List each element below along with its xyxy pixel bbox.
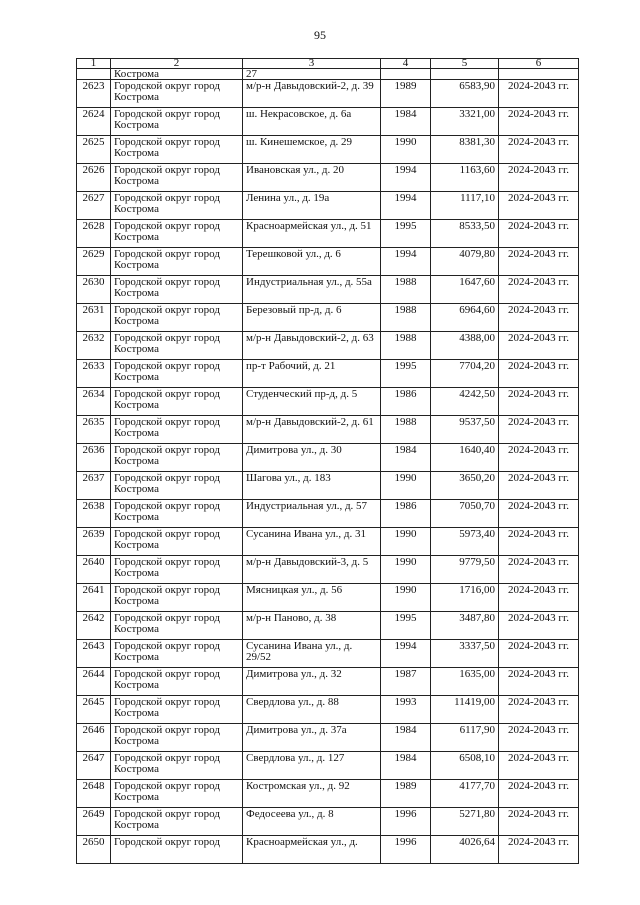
area-cell: 1635,00: [431, 668, 499, 696]
column-header: 3: [243, 59, 381, 69]
year-cell: 1995: [381, 220, 431, 248]
table-row: [77, 108, 579, 136]
row-number: 2645: [77, 696, 111, 724]
municipality-cell: Городской округ город Кострома: [111, 136, 243, 164]
municipality-cell: Городской округ город Кострома: [111, 500, 243, 528]
year-cell: 1988: [381, 304, 431, 332]
period-cell: 2024-2043 гг.: [499, 332, 579, 360]
table-row: [77, 528, 579, 556]
row-number: 2626: [77, 164, 111, 192]
period-cell: 2024-2043 гг.: [499, 276, 579, 304]
period-cell: 2024-2043 гг.: [499, 220, 579, 248]
period-cell: 2024-2043 гг.: [499, 612, 579, 640]
year-cell: 1984: [381, 724, 431, 752]
municipality-cell: Кострома: [111, 69, 243, 80]
municipality-cell: Городской округ город Кострома: [111, 276, 243, 304]
municipality-cell: Городской округ город Кострома: [111, 640, 243, 668]
address-cell: Мясницкая ул., д. 56: [243, 584, 381, 612]
row-number: 2647: [77, 752, 111, 780]
table-row: [77, 136, 579, 164]
address-cell: Димитрова ул., д. 30: [243, 444, 381, 472]
address-cell: Красноармейская ул., д.: [243, 836, 381, 864]
period-cell: 2024-2043 гг.: [499, 696, 579, 724]
year-cell: 1986: [381, 388, 431, 416]
column-header: 5: [431, 59, 499, 69]
continuation-row: [77, 69, 579, 80]
period-cell: 2024-2043 гг.: [499, 304, 579, 332]
year-cell: 1996: [381, 836, 431, 864]
municipality-cell: Городской округ город Кострома: [111, 472, 243, 500]
table-body: [77, 59, 579, 864]
year-cell: 1989: [381, 80, 431, 108]
row-number: 2649: [77, 808, 111, 836]
period-cell: 2024-2043 гг.: [499, 528, 579, 556]
municipality-cell: Городской округ город Кострома: [111, 108, 243, 136]
year-cell: 1988: [381, 276, 431, 304]
municipality-cell: Городской округ город Кострома: [111, 388, 243, 416]
table-row: [77, 220, 579, 248]
row-number: 2631: [77, 304, 111, 332]
year-cell: 1984: [381, 444, 431, 472]
table-row: [77, 416, 579, 444]
area-cell: [431, 69, 499, 80]
municipality-cell: Городской округ город Кострома: [111, 752, 243, 780]
address-cell: м/р-н Паново, д. 38: [243, 612, 381, 640]
period-cell: 2024-2043 гг.: [499, 472, 579, 500]
row-number: 2637: [77, 472, 111, 500]
table-row: [77, 248, 579, 276]
municipality-cell: Городской округ город Кострома: [111, 612, 243, 640]
address-cell: Сусанина Ивана ул., д. 29/52: [243, 640, 381, 668]
address-cell: Костромская ул., д. 92: [243, 780, 381, 808]
period-cell: 2024-2043 гг.: [499, 836, 579, 864]
year-cell: 1994: [381, 164, 431, 192]
area-cell: 3321,00: [431, 108, 499, 136]
row-number: 2641: [77, 584, 111, 612]
table-row: [77, 164, 579, 192]
period-cell: 2024-2043 гг.: [499, 136, 579, 164]
area-cell: 7050,70: [431, 500, 499, 528]
table-row: [77, 808, 579, 836]
municipality-cell: Городской округ город Кострома: [111, 584, 243, 612]
table-row: [77, 780, 579, 808]
year-cell: 1990: [381, 136, 431, 164]
address-cell: м/р-н Давыдовский-2, д. 61: [243, 416, 381, 444]
table-row: [77, 500, 579, 528]
area-cell: 1716,00: [431, 584, 499, 612]
year-cell: 1988: [381, 416, 431, 444]
row-number: 2623: [77, 80, 111, 108]
area-cell: 4026,64: [431, 836, 499, 864]
area-cell: 5271,80: [431, 808, 499, 836]
table-row: [77, 640, 579, 668]
municipality-cell: Городской округ город Кострома: [111, 360, 243, 388]
column-header: 2: [111, 59, 243, 69]
table-row: [77, 668, 579, 696]
period-cell: 2024-2043 гг.: [499, 444, 579, 472]
area-cell: 1647,60: [431, 276, 499, 304]
municipality-cell: Городской округ город Кострома: [111, 724, 243, 752]
period-cell: 2024-2043 гг.: [499, 500, 579, 528]
row-number: 2624: [77, 108, 111, 136]
area-cell: 3650,20: [431, 472, 499, 500]
row-number: 2642: [77, 612, 111, 640]
table-row: [77, 556, 579, 584]
year-cell: 1990: [381, 528, 431, 556]
row-number: 2634: [77, 388, 111, 416]
municipality-cell: Городской округ город Кострома: [111, 248, 243, 276]
address-cell: Ленина ул., д. 19а: [243, 192, 381, 220]
period-cell: 2024-2043 гг.: [499, 388, 579, 416]
table-row: [77, 388, 579, 416]
period-cell: 2024-2043 гг.: [499, 360, 579, 388]
year-cell: [381, 69, 431, 80]
period-cell: 2024-2043 гг.: [499, 584, 579, 612]
row-number: 2644: [77, 668, 111, 696]
table-row: [77, 80, 579, 108]
row-number: 2627: [77, 192, 111, 220]
row-number: 2625: [77, 136, 111, 164]
address-cell: Березовый пр-д, д. 6: [243, 304, 381, 332]
row-number: 2640: [77, 556, 111, 584]
row-number: 2633: [77, 360, 111, 388]
municipality-cell: Городской округ город: [111, 836, 243, 864]
area-cell: 4242,50: [431, 388, 499, 416]
address-cell: м/р-н Давыдовский-2, д. 63: [243, 332, 381, 360]
area-cell: 1640,40: [431, 444, 499, 472]
table-row: [77, 332, 579, 360]
area-cell: 6964,60: [431, 304, 499, 332]
area-cell: 6508,10: [431, 752, 499, 780]
municipality-cell: Городской округ город Кострома: [111, 556, 243, 584]
address-cell: ш. Кинешемское, д. 29: [243, 136, 381, 164]
row-number: 2635: [77, 416, 111, 444]
address-cell: Федосеева ул., д. 8: [243, 808, 381, 836]
municipality-cell: Городской округ город Кострома: [111, 528, 243, 556]
year-cell: 1995: [381, 612, 431, 640]
row-number: 2639: [77, 528, 111, 556]
address-cell: Свердлова ул., д. 127: [243, 752, 381, 780]
area-cell: 9779,50: [431, 556, 499, 584]
year-cell: 1994: [381, 248, 431, 276]
page-number: 95: [314, 28, 326, 42]
period-cell: 2024-2043 гг.: [499, 164, 579, 192]
row-number: 2648: [77, 780, 111, 808]
year-cell: 1994: [381, 640, 431, 668]
municipality-cell: Городской округ город Кострома: [111, 696, 243, 724]
year-cell: 1990: [381, 556, 431, 584]
period-cell: 2024-2043 гг.: [499, 192, 579, 220]
municipality-cell: Городской округ город Кострома: [111, 164, 243, 192]
year-cell: 1994: [381, 192, 431, 220]
row-number: 2650: [77, 836, 111, 864]
period-cell: 2024-2043 гг.: [499, 724, 579, 752]
year-cell: 1984: [381, 752, 431, 780]
area-cell: 4177,70: [431, 780, 499, 808]
table-row: [77, 752, 579, 780]
table-row: [77, 444, 579, 472]
municipality-cell: Городской округ город Кострома: [111, 808, 243, 836]
address-cell: пр-т Рабочий, д. 21: [243, 360, 381, 388]
address-cell: ш. Некрасовское, д. 6а: [243, 108, 381, 136]
period-cell: [499, 69, 579, 80]
row-number: 2628: [77, 220, 111, 248]
address-cell: 27: [243, 69, 381, 80]
period-cell: 2024-2043 гг.: [499, 108, 579, 136]
table-row: [77, 360, 579, 388]
table-row: [77, 276, 579, 304]
housing-register-table: [76, 58, 579, 864]
address-cell: Красноармейская ул., д. 51: [243, 220, 381, 248]
period-cell: 2024-2043 гг.: [499, 752, 579, 780]
area-cell: 5973,40: [431, 528, 499, 556]
address-cell: м/р-н Давыдовский-3, д. 5: [243, 556, 381, 584]
row-number: 2630: [77, 276, 111, 304]
address-cell: Индустриальная ул., д. 57: [243, 500, 381, 528]
year-cell: 1995: [381, 360, 431, 388]
year-cell: 1988: [381, 332, 431, 360]
table-row: [77, 836, 579, 864]
address-cell: Терешковой ул., д. 6: [243, 248, 381, 276]
address-cell: Димитрова ул., д. 32: [243, 668, 381, 696]
table-header-row: [77, 59, 579, 69]
area-cell: 7704,20: [431, 360, 499, 388]
table-row: [77, 724, 579, 752]
period-cell: 2024-2043 гг.: [499, 556, 579, 584]
period-cell: 2024-2043 гг.: [499, 640, 579, 668]
address-cell: м/р-н Давыдовский-2, д. 39: [243, 80, 381, 108]
area-cell: 8533,50: [431, 220, 499, 248]
row-number: 2646: [77, 724, 111, 752]
table-row: [77, 612, 579, 640]
period-cell: 2024-2043 гг.: [499, 780, 579, 808]
year-cell: 1993: [381, 696, 431, 724]
table-row: [77, 472, 579, 500]
municipality-cell: Городской округ город Кострома: [111, 332, 243, 360]
area-cell: 1163,60: [431, 164, 499, 192]
address-cell: Сусанина Ивана ул., д. 31: [243, 528, 381, 556]
area-cell: 1117,10: [431, 192, 499, 220]
year-cell: 1984: [381, 108, 431, 136]
row-number: 2629: [77, 248, 111, 276]
row-number: 2638: [77, 500, 111, 528]
year-cell: 1987: [381, 668, 431, 696]
area-cell: 9537,50: [431, 416, 499, 444]
address-cell: Шагова ул., д. 183: [243, 472, 381, 500]
table-row: [77, 192, 579, 220]
area-cell: 3337,50: [431, 640, 499, 668]
row-number: [77, 69, 111, 80]
row-number: 2643: [77, 640, 111, 668]
area-cell: 6583,90: [431, 80, 499, 108]
address-cell: Студенческий пр-д, д. 5: [243, 388, 381, 416]
area-cell: 11419,00: [431, 696, 499, 724]
address-cell: Димитрова ул., д. 37а: [243, 724, 381, 752]
municipality-cell: Городской округ город Кострома: [111, 220, 243, 248]
address-cell: Индустриальная ул., д. 55а: [243, 276, 381, 304]
municipality-cell: Городской округ город Кострома: [111, 416, 243, 444]
address-cell: Свердлова ул., д. 88: [243, 696, 381, 724]
year-cell: 1990: [381, 472, 431, 500]
row-number: 2636: [77, 444, 111, 472]
period-cell: 2024-2043 гг.: [499, 808, 579, 836]
period-cell: 2024-2043 гг.: [499, 248, 579, 276]
year-cell: 1990: [381, 584, 431, 612]
period-cell: 2024-2043 гг.: [499, 416, 579, 444]
municipality-cell: Городской округ город Кострома: [111, 304, 243, 332]
table-row: [77, 584, 579, 612]
year-cell: 1996: [381, 808, 431, 836]
area-cell: 4388,00: [431, 332, 499, 360]
area-cell: 3487,80: [431, 612, 499, 640]
address-cell: Ивановская ул., д. 20: [243, 164, 381, 192]
column-header: 4: [381, 59, 431, 69]
year-cell: 1989: [381, 780, 431, 808]
municipality-cell: Городской округ город Кострома: [111, 780, 243, 808]
municipality-cell: Городской округ город Кострома: [111, 444, 243, 472]
area-cell: 4079,80: [431, 248, 499, 276]
column-header: 1: [77, 59, 111, 69]
period-cell: 2024-2043 гг.: [499, 668, 579, 696]
municipality-cell: Городской округ город Кострома: [111, 80, 243, 108]
area-cell: 6117,90: [431, 724, 499, 752]
column-header: 6: [499, 59, 579, 69]
row-number: 2632: [77, 332, 111, 360]
area-cell: 8381,30: [431, 136, 499, 164]
year-cell: 1986: [381, 500, 431, 528]
table-row: [77, 696, 579, 724]
table-row: [77, 304, 579, 332]
period-cell: 2024-2043 гг.: [499, 80, 579, 108]
municipality-cell: Городской округ город Кострома: [111, 192, 243, 220]
municipality-cell: Городской округ город Кострома: [111, 668, 243, 696]
